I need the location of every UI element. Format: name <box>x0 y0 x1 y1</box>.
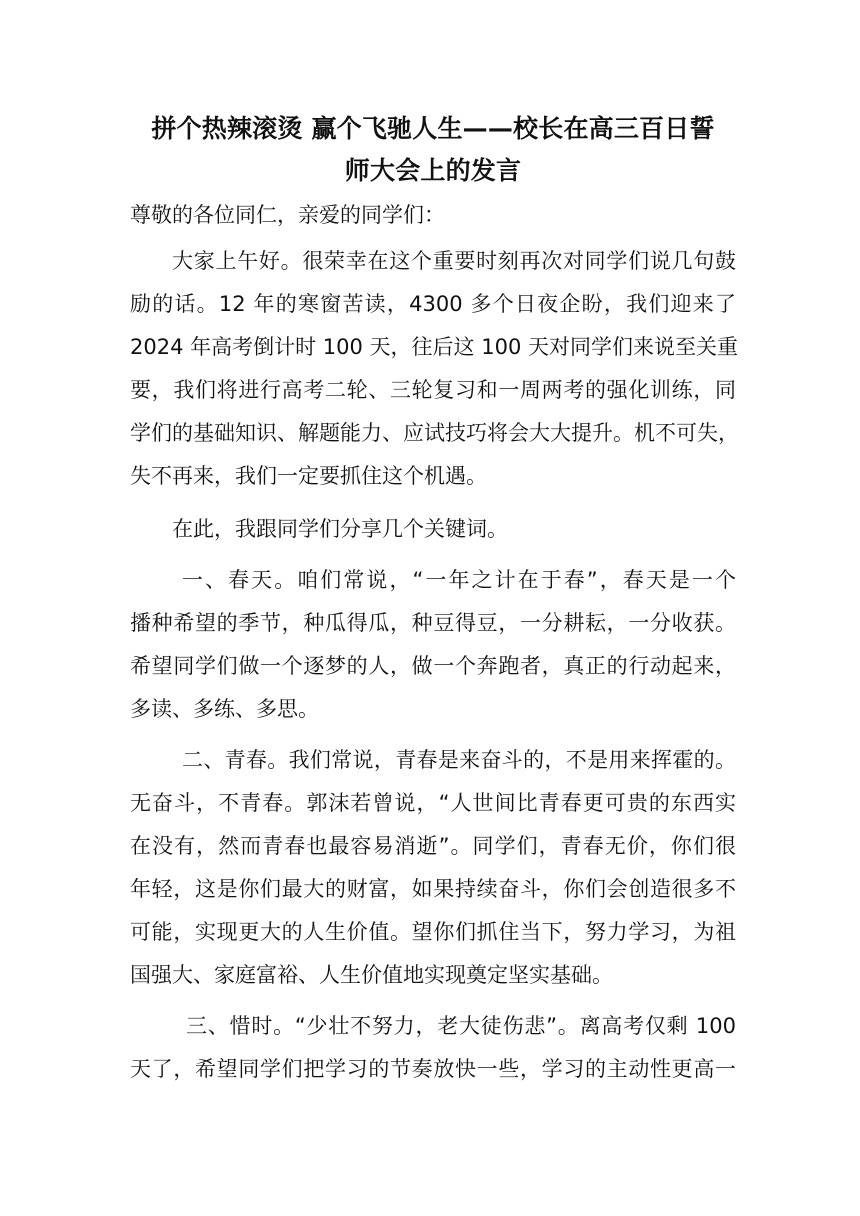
paragraph-share <box>130 508 736 551</box>
text-line: 多读、多练、多思。 <box>130 697 319 721</box>
text-line: 励的话。12 年的寒窗苦读，4300 多个日夜企盼，我们迎来了 <box>130 292 736 316</box>
paragraph-spring <box>130 559 736 731</box>
paragraph-time <box>130 1005 736 1091</box>
text-line: 失不再来，我们一定要抓住这个机遇。 <box>130 464 487 488</box>
document-page <box>130 108 739 1091</box>
text-line: 大家上午好。很荣幸在这个重要时刻再次对同学们说几句鼓 <box>172 249 736 273</box>
text-line: 在此，我跟同学们分享几个关键词。 <box>172 517 508 541</box>
text-line: 天了，希望同学们把学习的节奏放快一些，学习的主动性更高一 <box>130 1057 736 1081</box>
text-line: 播种希望的季节，种瓜得瓜，种豆得豆，一分耕耘，一分收获。 <box>130 611 736 635</box>
text-line: 要，我们将进行高考二轮、三轮复习和一周两考的强化训练，同 <box>130 378 736 402</box>
text-line: 年轻，这是你们最大的财富，如果持续奋斗，你们会创造很多不 <box>130 877 736 901</box>
text-line: 三、惜时。“少壮不努力，老大徒伤悲”。离高考仅剩 100 <box>186 1014 736 1038</box>
text-line: 2024 年高考倒计时 100 天，往后这 100 天对同学们来说至关重 <box>130 335 738 359</box>
text-line: 二、青春。我们常说，青春是来奋斗的，不是用来挥霍的。 <box>182 748 736 772</box>
text-line: 可能，实现更大的人生价值。望你们抓住当下，努力学习，为祖 <box>130 920 736 944</box>
text-line: 一、春天。咱们常说，“一年之计在于春”，春天是一个 <box>182 568 736 592</box>
title-line: 拼个热辣滚烫 赢个飞驰人生——校长在高三百日誓 <box>151 114 715 143</box>
text-line: 学们的基础知识、解题能力、应试技巧将会大大提升。机不可失， <box>130 421 739 445</box>
title-line: 师大会上的发言 <box>344 156 522 185</box>
paragraph-intro <box>130 240 739 498</box>
text-line: 希望同学们做一个逐梦的人，做一个奔跑者，真正的行动起来， <box>130 654 736 678</box>
paragraph-youth <box>130 739 736 997</box>
document-title <box>130 108 736 192</box>
text-line: 国强大、家庭富裕、人生价值地实现奠定坚实基础。 <box>130 963 613 987</box>
salutation: 尊敬的各位同仁，亲爱的同学们： <box>130 203 445 227</box>
text-line: 无奋斗，不青春。郭沫若曾说，“人世间比青春更可贵的东西实 <box>130 791 736 815</box>
text-line: 在没有，然而青春也最容易消逝”。同学们，青春无价，你们很 <box>130 834 736 858</box>
